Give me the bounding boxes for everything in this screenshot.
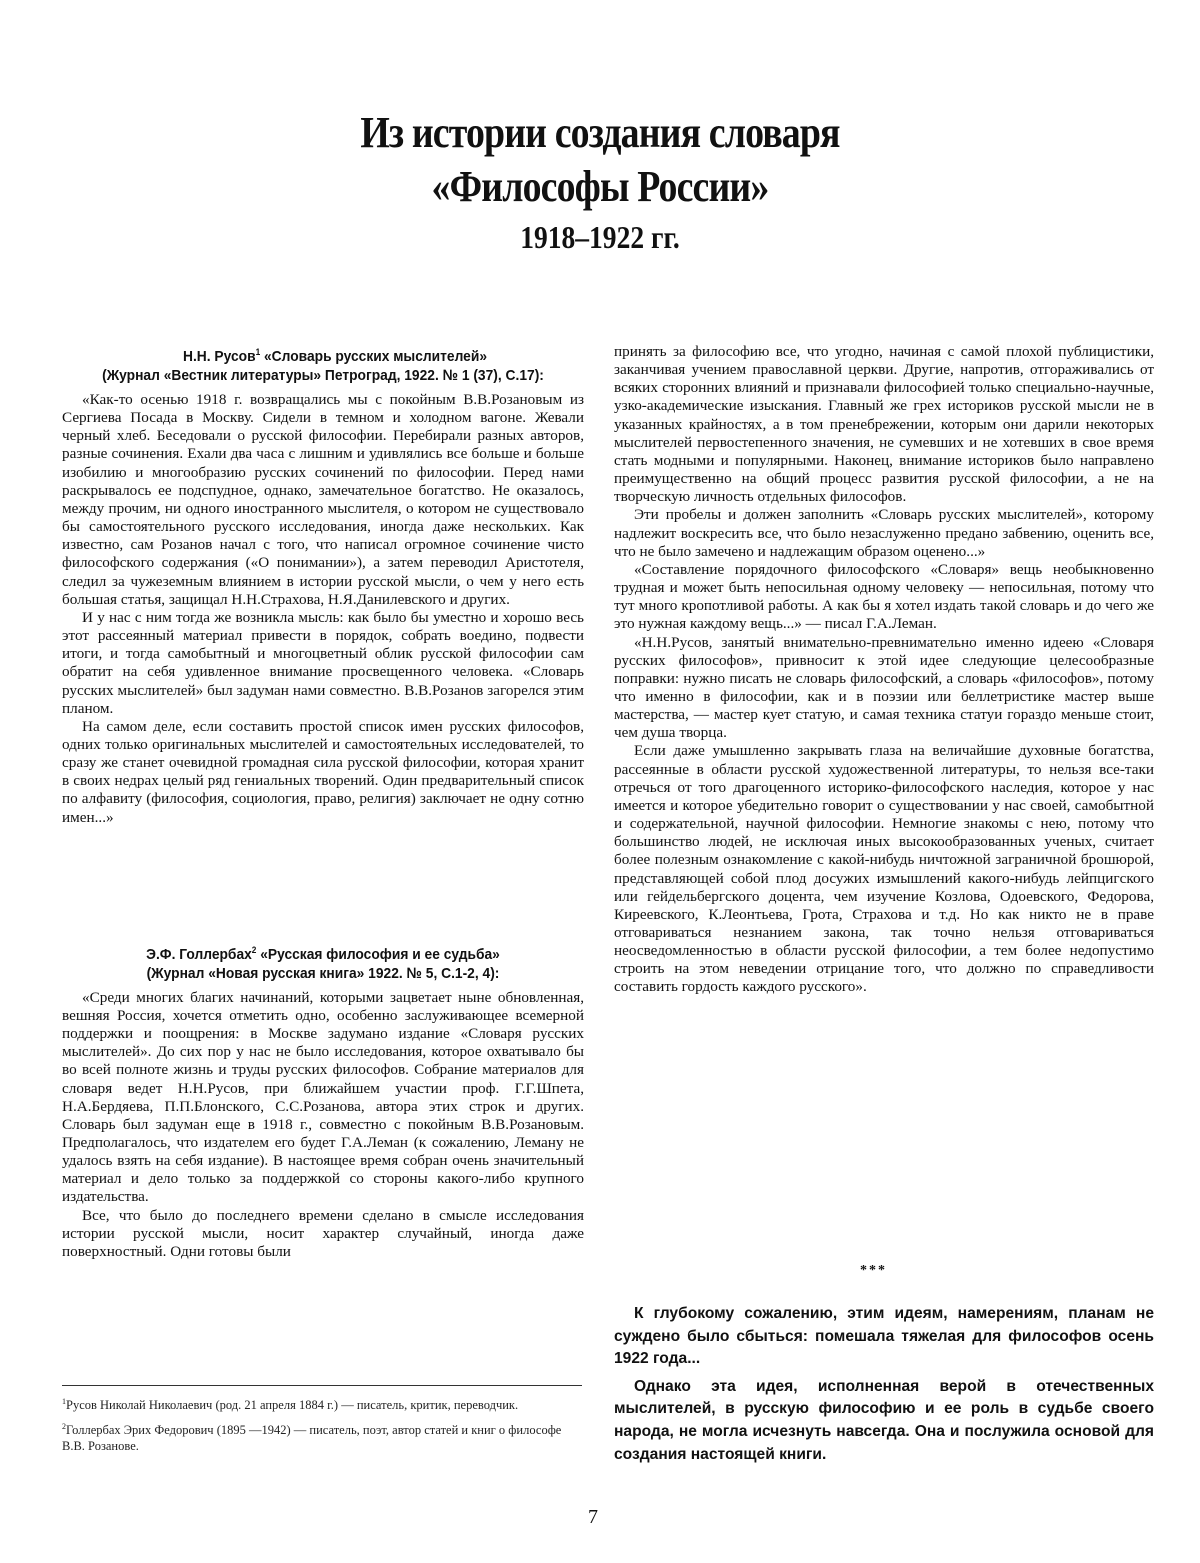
footnotes: [62, 1385, 584, 1460]
heading-author: Н.Н. Русов: [182, 348, 256, 365]
heading-title: «Русская философия и ее судьба»: [256, 945, 500, 963]
footnote-mark: 1: [255, 347, 261, 357]
title-years: 1918–1922 гг.: [520, 219, 680, 255]
paragraph: Если даже умышленно закрывать глаза на величайшие духовные богатства, рассеянные в области русской художественной литературы, то нельзя все-таки отречься от того драгоценного историко-философского наследия, которое у нас имеется и которое убедительно говорит о существовании у нас своей, самобытной и содержательной, научной философии. Немногие знакомы с нею, потому что большинство людей, не исключая иных высокообразованных ученых, считает более полезным ознакомление с какой-нибудь ничтожной заграничной брошюрой, представляющей собой плод досужих измышлений какого-нибудь лейпцигского или гейдельбергского доцента, чем изучение Козлова, Одоевского, Федорова, Киреевского, К.Леонтьева, Грота, Страхова и т.д. Но как никто не в праве отговариваться незнанием закона, так точно нельзя отговариваться неосведомленностью в области русской философии, а тем более недопустимо строить на этом неведении отрицание того, что должно по справедливости составить гордость каждого русского».: [614, 742, 1154, 996]
paragraph: И у нас с ним тогда же возникла мысль: как было бы уместно и хорошо весь этот рассеянный материал привести в порядок, собрать воедино, подвести итоги, и тогда самобытный и многоцветный облик русской философии сам обратит на себя удивленное внимание просвещенного человека. «Словарь русских мыслителей» был задуман нами совместно. В.В.Розанов загорелся этим планом.: [62, 608, 584, 717]
left-column: [62, 343, 584, 1261]
paragraph: На самом деле, если составить простой список имен русских философов, одних только оригинальных мыслителей и самостоятельных исследователей, то сразу же станет очевидной громадная сила русской философии, которая хранит в своих недрах целый ряд гениальных творений. Один предварительный список по алфавиту (философия, социология, право, религия) заключает не одну сотню имен...»: [62, 717, 584, 826]
paragraph: Все, что было до последнего времени сделано в смысле исследования истории русской мысли, носит характер случайный, иногда даже поверхностный. Одни готовы были: [62, 1206, 584, 1260]
footnote-mark: 2: [251, 944, 257, 955]
title-line-1: Из истории создания словаря: [360, 108, 840, 157]
page-title: [200, 106, 1000, 258]
section-separator: ***: [860, 1263, 887, 1278]
paragraph: «Н.Н.Русов, занятый внимательно-превнимательно именно идеею «Словаря русских философов», привносит к этой идее следующие целесообразные поправки: нужно писать не словарь философский, а словарь «философов», потому что именно в философии, как и в поэзии или беллетристике мастер выше мастерства, — мастер кует статую, и самая техника статуи гораздо меньше стоит, чем душа творца.: [614, 633, 1154, 742]
footnote-divider: [62, 1385, 582, 1386]
section-source: (Журнал «Новая русская книга» 1922. № 5, С.1-2, 4):: [146, 964, 500, 982]
paragraph: Эти пробелы и должен заполнить «Словарь русских мыслителей», которому надлежит воскресить все, что было незаслуженно предано забвению, оценить все, что не было замечено и надлежащим образом оценено...»: [614, 506, 1154, 560]
footnote-number: 1: [62, 1397, 66, 1406]
footnote-number: 2: [62, 1422, 66, 1432]
paragraph: Однако эта идея, исполненная верой в отечественных мыслителей, в русскую философию и ее роль в судьбе своего народа, не могла исчезнуть навсегда. Она и послужила основой для создания настоящей книги.: [614, 1377, 1154, 1463]
section-gollerbakh: [62, 941, 584, 1261]
section-rusov: [62, 343, 584, 827]
page-number: 7: [588, 1506, 598, 1528]
section-heading: [106, 343, 564, 366]
heading-author: Э.Ф. Голлербах: [146, 945, 252, 963]
paragraph: «Как-то осенью 1918 г. возвращались мы с покойным В.В.Розановым из Сергиева Посада в Москву. Сидели в темном и холодном вагоне. Жевали черный хлеб. Беседовали о русской философии. Перебирали разных авторов, разные сочинения. Ехали два часа с лишним и удивлялись все больше и больше изобилию и многообразию русских сочинений по философии. Перед нами раскрывалось ее подспудное, однако, замечательное богатство. Не оказалось, между прочим, ни одного иностранного мыслителя, о котором не существовало бы самостоятельного русского исследования, иногда даже нескольких. Как известно, сам Розанов начал с того, что написал огромное сочинение чисто философского содержания («О понимании»), а затем переводил Аристотеля, следил за чужеземным влиянием в истории русской мысли, о чем у него есть большая статья, защищал Н.Н.Страхова, Н.Я.Данилевского и других.: [62, 391, 584, 608]
section-source: (Журнал «Вестник литературы» Петроград, 1922. № 1 (37), С.17):: [102, 367, 544, 384]
right-column: [614, 343, 1154, 997]
title-line-2: «Философы России»: [431, 162, 769, 211]
paragraph: «Среди многих благих начинаний, которыми зацветает ныне обновленная, вешняя Россия, хочется отметить одно, особенно заслуживающее всемерной поддержки и поощрения: в Москве задумано издание «Словаря русских мыслителей». До сих пор у нас не было исследования, которое охватывало бы во всей полноте жизнь и труды русских философов. Собрание материалов для словаря ведет Н.Н.Русов, при ближайшем участии проф. Г.Г.Шпета, Н.А.Бердяева, П.П.Блонского, С.С.Розанова, автора этих строк и других. Словарь был задуман еще в 1918 г., совместно с покойным В.В.Розановым. Предполагалось, что издателем его будет Г.А.Леман (к сожалению, Леману не удалось взять на себя издание). В настоящее время собран очень значительный материал и дело только за поддержкой со стороны какого-либо крупного издательства.: [62, 988, 584, 1206]
paragraph: «Составление порядочного философского «Словаря» вещь необыкновенно трудная и может быть непосильная одному человеку — непосильная, потому что тут много кропотливой работы. А как бы я хотел издать такой словарь и до чего же это нужная каждому вещь...» — писал Г.А.Леман.: [614, 560, 1154, 633]
footnote: [62, 1394, 584, 1413]
footnote: [62, 1419, 584, 1454]
footnote-text: Голлербах Эрих Федорович (1895 —1942) — писатель, поэт, автор статей и книг о философе В.В. Розанове.: [62, 1423, 562, 1454]
paragraph: принять за философию все, что угодно, начиная с самой плохой публицистики, заканчивая учением православной церкви. Другие, напротив, отгораживались от всяких сторонних влияний и признавали философией только специально-научные, узко-академические изыскания. Главный же грех историков русской мысли не в указанных крайностях, а в том пренебрежении, которым они дарили некоторых мыслителей первостепенного значения, не сумевших и не хотевших в свое время стать модными и популярными. Наконец, внимание историков было направлено преимущественно на общий процесс развития русской философии, а не на творческую личность отдельных философов.: [614, 343, 1154, 506]
footnote-text: Русов Николай Николаевич (род. 21 апреля 1884 г.) — писатель, критик, переводчик.: [66, 1398, 519, 1413]
section-heading: [83, 941, 563, 964]
heading-title: «Словарь русских мыслителей»: [260, 348, 488, 365]
paragraph: К глубокому сожалению, этим идеям, намерениям, планам не суждено было сбыться: помешала тяжелая для философов осень 1922 года...: [614, 1305, 1154, 1368]
closing-text: [614, 1303, 1154, 1466]
